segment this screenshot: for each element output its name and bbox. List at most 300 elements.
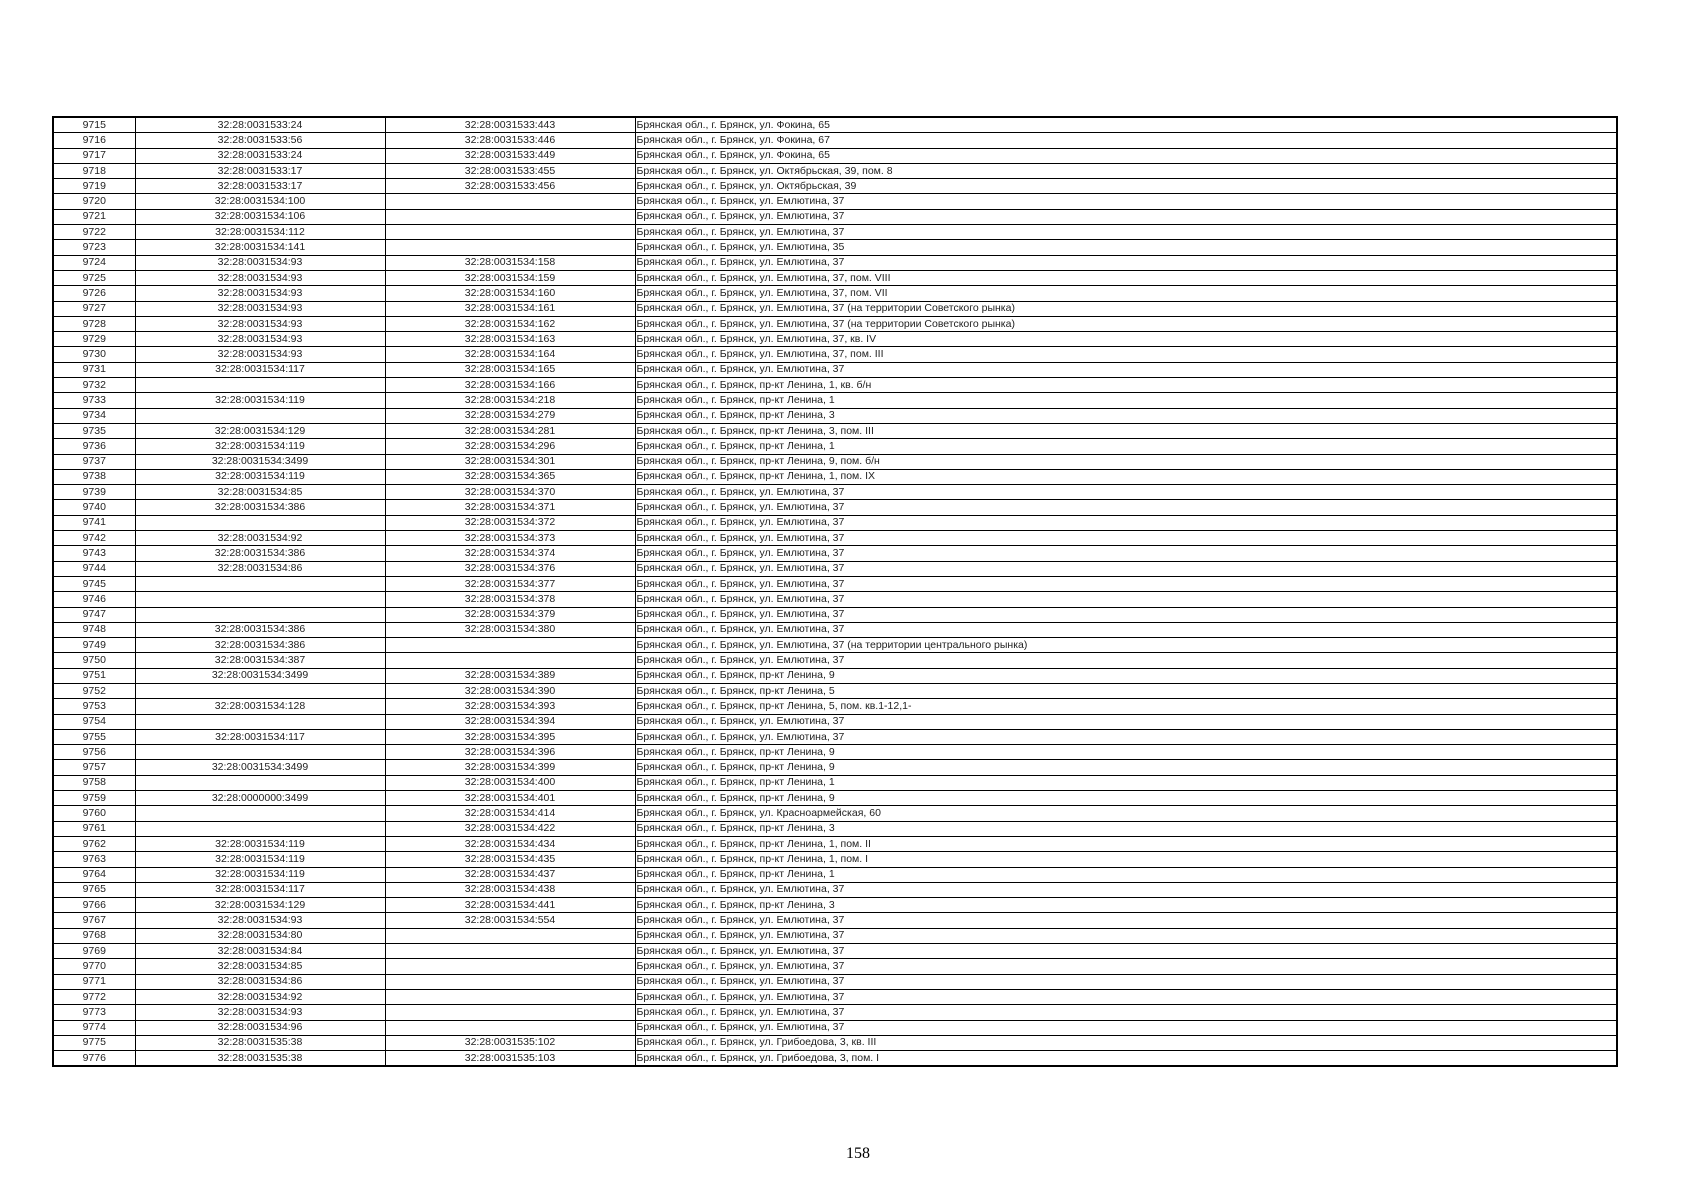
- row-number-cell: 9749: [53, 638, 135, 653]
- address-cell: Брянская обл., г. Брянск, ул. Емлютина, 37: [635, 622, 1617, 637]
- table-row: [53, 714, 1617, 729]
- address-cell: Брянская обл., г. Брянск, пр-кт Ленина, 3, пом. III: [635, 423, 1617, 438]
- table-row: [53, 286, 1617, 301]
- row-number-cell: 9715: [53, 117, 135, 133]
- row-number-cell: 9772: [53, 989, 135, 1004]
- address-cell: Брянская обл., г. Брянск, ул. Емлютина, 37: [635, 1020, 1617, 1035]
- address-cell: Брянская обл., г. Брянск, пр-кт Ленина, 9: [635, 668, 1617, 683]
- object-cadastral-number-cell: 32:28:0031534:281: [385, 423, 635, 438]
- land-cadastral-number-cell: 32:28:0031534:96: [135, 1020, 385, 1035]
- land-cadastral-number-cell: 32:28:0031534:92: [135, 989, 385, 1004]
- land-cadastral-number-cell: 32:28:0031535:38: [135, 1035, 385, 1050]
- table-row: [53, 423, 1617, 438]
- address-cell: Брянская обл., г. Брянск, ул. Емлютина, 37: [635, 959, 1617, 974]
- object-cadastral-number-cell: 32:28:0031534:437: [385, 867, 635, 882]
- table-row: [53, 469, 1617, 484]
- address-cell: Брянская обл., г. Брянск, ул. Емлютина, 37: [635, 515, 1617, 530]
- object-cadastral-number-cell: 32:28:0031534:393: [385, 699, 635, 714]
- object-cadastral-number-cell: [385, 653, 635, 668]
- address-cell: Брянская обл., г. Брянск, ул. Емлютина, 37: [635, 531, 1617, 546]
- row-number-cell: 9753: [53, 699, 135, 714]
- land-cadastral-number-cell: [135, 806, 385, 821]
- address-cell: Брянская обл., г. Брянск, ул. Емлютина, 35: [635, 240, 1617, 255]
- land-cadastral-number-cell: 32:28:0031534:93: [135, 286, 385, 301]
- address-cell: Брянская обл., г. Брянск, пр-кт Ленина, 1: [635, 775, 1617, 790]
- address-cell: Брянская обл., г. Брянск, пр-кт Ленина, 3: [635, 821, 1617, 836]
- table-row: [53, 454, 1617, 469]
- table-row: [53, 148, 1617, 163]
- row-number-cell: 9732: [53, 378, 135, 393]
- table-row: [53, 301, 1617, 316]
- land-cadastral-number-cell: 32:28:0031534:100: [135, 194, 385, 209]
- land-cadastral-number-cell: 32:28:0031534:93: [135, 913, 385, 928]
- table-row: [53, 393, 1617, 408]
- table-row: [53, 546, 1617, 561]
- land-cadastral-number-cell: 32:28:0031533:56: [135, 133, 385, 148]
- object-cadastral-number-cell: 32:28:0031534:164: [385, 347, 635, 362]
- row-number-cell: 9766: [53, 898, 135, 913]
- object-cadastral-number-cell: [385, 638, 635, 653]
- address-cell: Брянская обл., г. Брянск, ул. Октябрьская, 39: [635, 179, 1617, 194]
- object-cadastral-number-cell: 32:28:0031534:378: [385, 592, 635, 607]
- land-cadastral-number-cell: 32:28:0031534:119: [135, 852, 385, 867]
- table-row: [53, 270, 1617, 285]
- address-cell: Брянская обл., г. Брянск, ул. Емлютина, 37: [635, 729, 1617, 744]
- row-number-cell: 9762: [53, 836, 135, 851]
- table-row: [53, 531, 1617, 546]
- table-row: [53, 653, 1617, 668]
- table-row: [53, 699, 1617, 714]
- land-cadastral-number-cell: 32:28:0031534:119: [135, 867, 385, 882]
- address-cell: Брянская обл., г. Брянск, пр-кт Ленина, 1, пом. II: [635, 836, 1617, 851]
- land-cadastral-number-cell: 32:28:0031533:17: [135, 163, 385, 178]
- land-cadastral-number-cell: 32:28:0031534:93: [135, 316, 385, 331]
- table-row: [53, 316, 1617, 331]
- table-row: [53, 683, 1617, 698]
- address-cell: Брянская обл., г. Брянск, ул. Емлютина, 37: [635, 485, 1617, 500]
- object-cadastral-number-cell: [385, 240, 635, 255]
- row-number-cell: 9774: [53, 1020, 135, 1035]
- address-cell: Брянская обл., г. Брянск, ул. Емлютина, 37, пом. III: [635, 347, 1617, 362]
- table-row: [53, 194, 1617, 209]
- table-row: [53, 500, 1617, 515]
- object-cadastral-number-cell: [385, 944, 635, 959]
- object-cadastral-number-cell: 32:28:0031533:456: [385, 179, 635, 194]
- row-number-cell: 9728: [53, 316, 135, 331]
- land-cadastral-number-cell: 32:28:0031534:3499: [135, 668, 385, 683]
- table-row: [53, 1020, 1617, 1035]
- address-cell: Брянская обл., г. Брянск, ул. Емлютина, 37: [635, 592, 1617, 607]
- object-cadastral-number-cell: 32:28:0031534:218: [385, 393, 635, 408]
- address-cell: Брянская обл., г. Брянск, ул. Емлютина, 37: [635, 362, 1617, 377]
- address-cell: Брянская обл., г. Брянск, ул. Емлютина, 37: [635, 1005, 1617, 1020]
- object-cadastral-number-cell: 32:28:0031534:158: [385, 255, 635, 270]
- object-cadastral-number-cell: 32:28:0031534:389: [385, 668, 635, 683]
- land-cadastral-number-cell: 32:28:0031534:93: [135, 1005, 385, 1020]
- row-number-cell: 9740: [53, 500, 135, 515]
- land-cadastral-number-cell: 32:28:0031534:85: [135, 485, 385, 500]
- object-cadastral-number-cell: 32:28:0031534:379: [385, 607, 635, 622]
- object-cadastral-number-cell: 32:28:0031534:166: [385, 378, 635, 393]
- object-cadastral-number-cell: [385, 959, 635, 974]
- row-number-cell: 9765: [53, 882, 135, 897]
- land-cadastral-number-cell: 32:28:0031534:119: [135, 836, 385, 851]
- table-row: [53, 561, 1617, 576]
- table-row: [53, 668, 1617, 683]
- table-row: [53, 362, 1617, 377]
- object-cadastral-number-cell: 32:28:0031533:443: [385, 117, 635, 133]
- object-cadastral-number-cell: 32:28:0031534:395: [385, 729, 635, 744]
- table-row: [53, 944, 1617, 959]
- address-cell: Брянская обл., г. Брянск, ул. Емлютина, 37: [635, 913, 1617, 928]
- row-number-cell: 9738: [53, 469, 135, 484]
- object-cadastral-number-cell: 32:28:0031534:414: [385, 806, 635, 821]
- row-number-cell: 9756: [53, 745, 135, 760]
- land-cadastral-number-cell: [135, 775, 385, 790]
- table-row: [53, 989, 1617, 1004]
- address-cell: Брянская обл., г. Брянск, пр-кт Ленина, 1: [635, 867, 1617, 882]
- land-cadastral-number-cell: 32:28:0031534:386: [135, 638, 385, 653]
- row-number-cell: 9724: [53, 255, 135, 270]
- row-number-cell: 9746: [53, 592, 135, 607]
- land-cadastral-number-cell: 32:28:0031533:24: [135, 117, 385, 133]
- address-cell: Брянская обл., г. Брянск, ул. Грибоедова, 3, кв. III: [635, 1035, 1617, 1050]
- object-cadastral-number-cell: 32:28:0031534:161: [385, 301, 635, 316]
- object-cadastral-number-cell: 32:28:0031534:401: [385, 791, 635, 806]
- row-number-cell: 9727: [53, 301, 135, 316]
- land-cadastral-number-cell: [135, 821, 385, 836]
- object-cadastral-number-cell: [385, 989, 635, 1004]
- land-cadastral-number-cell: 32:28:0031533:17: [135, 179, 385, 194]
- address-cell: Брянская обл., г. Брянск, пр-кт Ленина, 9, пом. б/н: [635, 454, 1617, 469]
- land-cadastral-number-cell: 32:28:0031534:117: [135, 729, 385, 744]
- address-cell: Брянская обл., г. Брянск, ул. Грибоедова, 3, пом. I: [635, 1051, 1617, 1067]
- row-number-cell: 9744: [53, 561, 135, 576]
- row-number-cell: 9716: [53, 133, 135, 148]
- table-row: [53, 959, 1617, 974]
- row-number-cell: 9741: [53, 515, 135, 530]
- table-row: [53, 225, 1617, 240]
- row-number-cell: 9769: [53, 944, 135, 959]
- table-row: [53, 622, 1617, 637]
- object-cadastral-number-cell: [385, 225, 635, 240]
- table-row: [53, 133, 1617, 148]
- address-cell: Брянская обл., г. Брянск, ул. Емлютина, 37: [635, 561, 1617, 576]
- address-cell: Брянская обл., г. Брянск, ул. Фокина, 65: [635, 117, 1617, 133]
- address-cell: Брянская обл., г. Брянск, пр-кт Ленина, 5, пом. кв.1-12,1-: [635, 699, 1617, 714]
- land-cadastral-number-cell: 32:28:0031533:24: [135, 148, 385, 163]
- land-cadastral-number-cell: 32:28:0031534:86: [135, 561, 385, 576]
- table-row: [53, 332, 1617, 347]
- row-number-cell: 9721: [53, 209, 135, 224]
- land-cadastral-number-cell: 32:28:0031534:117: [135, 362, 385, 377]
- table-row: [53, 1005, 1617, 1020]
- table-row: [53, 117, 1617, 133]
- address-cell: Брянская обл., г. Брянск, ул. Емлютина, 37, кв. IV: [635, 332, 1617, 347]
- object-cadastral-number-cell: 32:28:0031534:374: [385, 546, 635, 561]
- object-cadastral-number-cell: 32:28:0031534:371: [385, 500, 635, 515]
- row-number-cell: 9720: [53, 194, 135, 209]
- table-row: [53, 515, 1617, 530]
- row-number-cell: 9718: [53, 163, 135, 178]
- land-cadastral-number-cell: 32:28:0031534:93: [135, 332, 385, 347]
- address-cell: Брянская обл., г. Брянск, ул. Емлютина, 37 (на территории центрального рынка): [635, 638, 1617, 653]
- address-cell: Брянская обл., г. Брянск, пр-кт Ленина, 5: [635, 683, 1617, 698]
- object-cadastral-number-cell: [385, 194, 635, 209]
- address-cell: Брянская обл., г. Брянск, пр-кт Ленина, 1: [635, 393, 1617, 408]
- table-row: [53, 240, 1617, 255]
- address-cell: Брянская обл., г. Брянск, пр-кт Ленина, 3: [635, 898, 1617, 913]
- land-cadastral-number-cell: 32:28:0031534:128: [135, 699, 385, 714]
- object-cadastral-number-cell: 32:28:0031534:372: [385, 515, 635, 530]
- table-row: [53, 729, 1617, 744]
- row-number-cell: 9729: [53, 332, 135, 347]
- row-number-cell: 9775: [53, 1035, 135, 1050]
- object-cadastral-number-cell: 32:28:0031534:390: [385, 683, 635, 698]
- object-cadastral-number-cell: 32:28:0031534:377: [385, 576, 635, 591]
- address-cell: Брянская обл., г. Брянск, ул. Емлютина, 37 (на территории Советского рынка): [635, 316, 1617, 331]
- object-cadastral-number-cell: 32:28:0031534:554: [385, 913, 635, 928]
- row-number-cell: 9750: [53, 653, 135, 668]
- object-cadastral-number-cell: 32:28:0031533:446: [385, 133, 635, 148]
- address-cell: Брянская обл., г. Брянск, ул. Емлютина, 37: [635, 882, 1617, 897]
- land-cadastral-number-cell: [135, 714, 385, 729]
- row-number-cell: 9717: [53, 148, 135, 163]
- object-cadastral-number-cell: 32:28:0031534:279: [385, 408, 635, 423]
- table-row: [53, 867, 1617, 882]
- land-cadastral-number-cell: 32:28:0031534:80: [135, 928, 385, 943]
- land-cadastral-number-cell: 32:28:0031534:386: [135, 622, 385, 637]
- object-cadastral-number-cell: 32:28:0031534:380: [385, 622, 635, 637]
- land-cadastral-number-cell: 32:28:0031534:129: [135, 898, 385, 913]
- row-number-cell: 9743: [53, 546, 135, 561]
- object-cadastral-number-cell: [385, 974, 635, 989]
- address-cell: Брянская обл., г. Брянск, ул. Емлютина, 37: [635, 209, 1617, 224]
- table-row: [53, 836, 1617, 851]
- land-cadastral-number-cell: 32:28:0031534:93: [135, 301, 385, 316]
- object-cadastral-number-cell: 32:28:0031534:399: [385, 760, 635, 775]
- object-cadastral-number-cell: 32:28:0031534:365: [385, 469, 635, 484]
- land-cadastral-number-cell: 32:28:0031534:119: [135, 393, 385, 408]
- table-row: [53, 607, 1617, 622]
- object-cadastral-number-cell: 32:28:0031534:301: [385, 454, 635, 469]
- table-row: [53, 791, 1617, 806]
- address-cell: Брянская обл., г. Брянск, пр-кт Ленина, 1, пом. IX: [635, 469, 1617, 484]
- land-cadastral-number-cell: 32:28:0031534:3499: [135, 760, 385, 775]
- land-cadastral-number-cell: [135, 408, 385, 423]
- table-row: [53, 179, 1617, 194]
- address-cell: Брянская обл., г. Брянск, пр-кт Ленина, 9: [635, 745, 1617, 760]
- table-row: [53, 576, 1617, 591]
- row-number-cell: 9730: [53, 347, 135, 362]
- row-number-cell: 9737: [53, 454, 135, 469]
- address-cell: Брянская обл., г. Брянск, ул. Емлютина, 37: [635, 255, 1617, 270]
- object-cadastral-number-cell: 32:28:0031534:162: [385, 316, 635, 331]
- object-cadastral-number-cell: 32:28:0031535:102: [385, 1035, 635, 1050]
- land-cadastral-number-cell: 32:28:0031534:117: [135, 882, 385, 897]
- land-cadastral-number-cell: [135, 515, 385, 530]
- table-row: [53, 255, 1617, 270]
- address-cell: Брянская обл., г. Брянск, ул. Емлютина, 37: [635, 576, 1617, 591]
- table-row: [53, 745, 1617, 760]
- address-cell: Брянская обл., г. Брянск, ул. Емлютина, 37: [635, 653, 1617, 668]
- row-number-cell: 9722: [53, 225, 135, 240]
- row-number-cell: 9754: [53, 714, 135, 729]
- table-row: [53, 898, 1617, 913]
- address-cell: Брянская обл., г. Брянск, пр-кт Ленина, 9: [635, 791, 1617, 806]
- object-cadastral-number-cell: 32:28:0031534:160: [385, 286, 635, 301]
- address-cell: Брянская обл., г. Брянск, ул. Емлютина, 37: [635, 225, 1617, 240]
- object-cadastral-number-cell: 32:28:0031534:396: [385, 745, 635, 760]
- row-number-cell: 9761: [53, 821, 135, 836]
- row-number-cell: 9751: [53, 668, 135, 683]
- address-cell: Брянская обл., г. Брянск, ул. Емлютина, 37, пом. VII: [635, 286, 1617, 301]
- table-row: [53, 852, 1617, 867]
- table-row: [53, 592, 1617, 607]
- address-cell: Брянская обл., г. Брянск, ул. Емлютина, 37: [635, 607, 1617, 622]
- row-number-cell: 9776: [53, 1051, 135, 1067]
- row-number-cell: 9764: [53, 867, 135, 882]
- row-number-cell: 9735: [53, 423, 135, 438]
- land-cadastral-number-cell: [135, 607, 385, 622]
- address-cell: Брянская обл., г. Брянск, ул. Емлютина, 37: [635, 989, 1617, 1004]
- table-row: [53, 821, 1617, 836]
- address-cell: Брянская обл., г. Брянск, ул. Емлютина, 37, пом. VIII: [635, 270, 1617, 285]
- row-number-cell: 9747: [53, 607, 135, 622]
- table-row: [53, 408, 1617, 423]
- address-cell: Брянская обл., г. Брянск, ул. Красноармейская, 60: [635, 806, 1617, 821]
- object-cadastral-number-cell: 32:28:0031533:449: [385, 148, 635, 163]
- land-cadastral-number-cell: 32:28:0031534:85: [135, 959, 385, 974]
- object-cadastral-number-cell: 32:28:0031534:376: [385, 561, 635, 576]
- address-cell: Брянская обл., г. Брянск, пр-кт Ленина, 1, пом. I: [635, 852, 1617, 867]
- land-cadastral-number-cell: 32:28:0031534:106: [135, 209, 385, 224]
- row-number-cell: 9719: [53, 179, 135, 194]
- land-cadastral-number-cell: 32:28:0031534:3499: [135, 454, 385, 469]
- object-cadastral-number-cell: 32:28:0031534:373: [385, 531, 635, 546]
- table-row: [53, 760, 1617, 775]
- land-cadastral-number-cell: [135, 576, 385, 591]
- address-cell: Брянская обл., г. Брянск, ул. Емлютина, 37: [635, 714, 1617, 729]
- row-number-cell: 9755: [53, 729, 135, 744]
- row-number-cell: 9726: [53, 286, 135, 301]
- table-row: [53, 1051, 1617, 1067]
- land-cadastral-number-cell: 32:28:0031534:84: [135, 944, 385, 959]
- table-row: [53, 347, 1617, 362]
- table-row: [53, 928, 1617, 943]
- object-cadastral-number-cell: [385, 1005, 635, 1020]
- row-number-cell: 9745: [53, 576, 135, 591]
- land-cadastral-number-cell: 32:28:0000000:3499: [135, 791, 385, 806]
- address-cell: Брянская обл., г. Брянск, ул. Емлютина, 37: [635, 944, 1617, 959]
- table-row: [53, 1035, 1617, 1050]
- page-number: 158: [846, 1145, 870, 1162]
- land-cadastral-number-cell: 32:28:0031534:93: [135, 347, 385, 362]
- table-row: [53, 913, 1617, 928]
- object-cadastral-number-cell: [385, 209, 635, 224]
- row-number-cell: 9725: [53, 270, 135, 285]
- object-cadastral-number-cell: 32:28:0031534:163: [385, 332, 635, 347]
- table-row: [53, 378, 1617, 393]
- row-number-cell: 9731: [53, 362, 135, 377]
- address-cell: Брянская обл., г. Брянск, ул. Емлютина, 37: [635, 928, 1617, 943]
- land-cadastral-number-cell: 32:28:0031534:93: [135, 270, 385, 285]
- land-cadastral-number-cell: 32:28:0031534:112: [135, 225, 385, 240]
- row-number-cell: 9759: [53, 791, 135, 806]
- land-cadastral-number-cell: [135, 683, 385, 698]
- row-number-cell: 9748: [53, 622, 135, 637]
- address-cell: Брянская обл., г. Брянск, пр-кт Ленина, 1, кв. б/н: [635, 378, 1617, 393]
- row-number-cell: 9768: [53, 928, 135, 943]
- address-cell: Брянская обл., г. Брянск, ул. Емлютина, 37: [635, 194, 1617, 209]
- address-cell: Брянская обл., г. Брянск, пр-кт Ленина, 3: [635, 408, 1617, 423]
- land-cadastral-number-cell: [135, 378, 385, 393]
- object-cadastral-number-cell: 32:28:0031533:455: [385, 163, 635, 178]
- table-row: [53, 439, 1617, 454]
- land-cadastral-number-cell: 32:28:0031535:38: [135, 1051, 385, 1067]
- object-cadastral-number-cell: 32:28:0031534:438: [385, 882, 635, 897]
- object-cadastral-number-cell: 32:28:0031534:400: [385, 775, 635, 790]
- table-row: [53, 806, 1617, 821]
- table-row: [53, 974, 1617, 989]
- row-number-cell: 9734: [53, 408, 135, 423]
- address-cell: Брянская обл., г. Брянск, ул. Фокина, 65: [635, 148, 1617, 163]
- row-number-cell: 9742: [53, 531, 135, 546]
- row-number-cell: 9773: [53, 1005, 135, 1020]
- row-number-cell: 9758: [53, 775, 135, 790]
- address-cell: Брянская обл., г. Брянск, ул. Емлютина, 37: [635, 974, 1617, 989]
- row-number-cell: 9770: [53, 959, 135, 974]
- land-cadastral-number-cell: 32:28:0031534:92: [135, 531, 385, 546]
- row-number-cell: 9771: [53, 974, 135, 989]
- row-number-cell: 9760: [53, 806, 135, 821]
- registry-table-body: [53, 117, 1617, 1066]
- object-cadastral-number-cell: [385, 1020, 635, 1035]
- table-row: [53, 638, 1617, 653]
- land-cadastral-number-cell: 32:28:0031534:387: [135, 653, 385, 668]
- land-cadastral-number-cell: 32:28:0031534:386: [135, 500, 385, 515]
- address-cell: Брянская обл., г. Брянск, пр-кт Ленина, 9: [635, 760, 1617, 775]
- row-number-cell: 9739: [53, 485, 135, 500]
- land-cadastral-number-cell: 32:28:0031534:86: [135, 974, 385, 989]
- address-cell: Брянская обл., г. Брянск, ул. Емлютина, 37: [635, 546, 1617, 561]
- table-row: [53, 209, 1617, 224]
- object-cadastral-number-cell: 32:28:0031534:296: [385, 439, 635, 454]
- object-cadastral-number-cell: 32:28:0031534:422: [385, 821, 635, 836]
- table-row: [53, 163, 1617, 178]
- address-cell: Брянская обл., г. Брянск, ул. Фокина, 67: [635, 133, 1617, 148]
- row-number-cell: 9757: [53, 760, 135, 775]
- row-number-cell: 9733: [53, 393, 135, 408]
- land-cadastral-number-cell: 32:28:0031534:141: [135, 240, 385, 255]
- land-cadastral-number-cell: [135, 745, 385, 760]
- table-row: [53, 882, 1617, 897]
- object-cadastral-number-cell: 32:28:0031534:394: [385, 714, 635, 729]
- object-cadastral-number-cell: 32:28:0031534:434: [385, 836, 635, 851]
- object-cadastral-number-cell: 32:28:0031534:159: [385, 270, 635, 285]
- object-cadastral-number-cell: 32:28:0031534:441: [385, 898, 635, 913]
- land-cadastral-number-cell: 32:28:0031534:93: [135, 255, 385, 270]
- registry-table: [52, 116, 1618, 1067]
- row-number-cell: 9767: [53, 913, 135, 928]
- address-cell: Брянская обл., г. Брянск, ул. Емлютина, 37 (на территории Советского рынка): [635, 301, 1617, 316]
- address-cell: Брянская обл., г. Брянск, пр-кт Ленина, 1: [635, 439, 1617, 454]
- land-cadastral-number-cell: 32:28:0031534:129: [135, 423, 385, 438]
- land-cadastral-number-cell: [135, 592, 385, 607]
- row-number-cell: 9736: [53, 439, 135, 454]
- land-cadastral-number-cell: 32:28:0031534:386: [135, 546, 385, 561]
- object-cadastral-number-cell: 32:28:0031534:165: [385, 362, 635, 377]
